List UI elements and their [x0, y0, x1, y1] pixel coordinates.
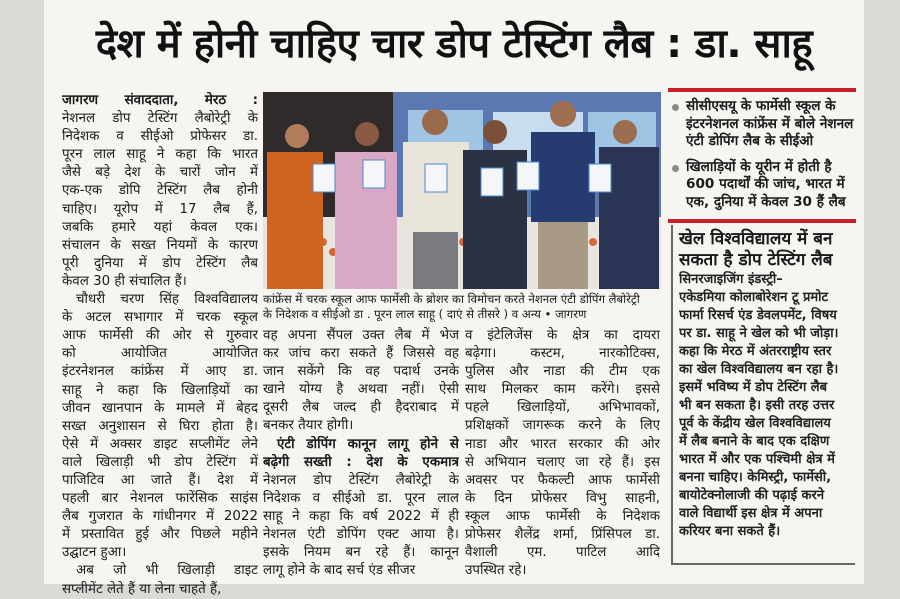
text-line: सप्लीमेंट लेते हैं या लेना चाहते हैं, [62, 581, 222, 597]
text-line: उद्घाटन हुआ। [62, 545, 127, 561]
text-line: पर डा. साहू ने खेल को भी जोड़ा। [679, 326, 839, 341]
text-line: के दिन प्रोफेसर विभु साहनी, [465, 490, 660, 506]
photo-caption [263, 292, 661, 322]
text-line: जैसे बड़े देश के चारों जोन में [62, 165, 258, 181]
text-line: नेशनल एंटी डोपिंग एक्ट आया है। [263, 527, 459, 543]
highlights-panel [668, 88, 856, 223]
highlight-item [668, 153, 856, 214]
text-line: निदेशक व सीईओ डा. पूरन लाल [263, 490, 459, 506]
sidebox-title: खेल विश्वविद्यालय में बन सकता है डोप टेस्टिंग लैब [679, 229, 833, 270]
text-line: बढ़ेगा। कस्टम, नारकोटिक्स, [465, 346, 660, 362]
text-line: बनना चाहिए। केमिस्ट्री, फार्मेसी, [679, 470, 832, 485]
text-line: स्कूल आफ फार्मेसी के निदेशक [465, 508, 660, 524]
text-line: नाडा और भारत सरकार की ओर [465, 436, 660, 452]
text-line: नेशनल डोप टेस्टिंग लैबोरेट्री के [263, 472, 459, 488]
event-photo [263, 92, 661, 289]
text-line: नेशनल डोप टेस्टिंग लैबोरेट्री के [62, 111, 258, 127]
sidebox [671, 225, 855, 565]
text-line: सख्त अनुशासन से घिरा होता है। [62, 418, 258, 434]
text-line: जागरण संवाददाता, मेरठ : [62, 93, 258, 108]
text-line: इसमें भविष्य में डोप टेस्टिंग लैब [679, 380, 828, 395]
article-column-2 [263, 327, 459, 580]
text-line: प्रोफेसर शैलेंद्र शर्मा, प्रिंसिपल डा. [465, 527, 660, 543]
text-line: में लैब बनाने के बाद एक दक्षिण [679, 434, 830, 449]
text-line: कांफ्रेंस में चरक स्कूल आफ फार्मेसी के ब्रोशर का विमोचन करते नेशनल एंटी डोपिंग लैबोरेट्री [263, 292, 640, 306]
text-line: व इंटेलिजेंस के क्षेत्र का दायरा [465, 328, 660, 343]
text-line: करियर बना सकते हैं। [679, 524, 781, 539]
text-line: अवसर पर फैकल्टी आफ फार्मेसी [465, 472, 660, 488]
text-line: वाले विद्यार्थी इस क्षेत्र में अपना [679, 506, 823, 521]
red-rule [668, 219, 856, 223]
text-line: पूरन लाल साहू ने कहा कि भारत [62, 147, 258, 163]
text-line: जीवन खानपान के मामले में बेहद [62, 400, 258, 416]
text-line: वह अपना सैंपल उक्त लैब में भेज [263, 328, 459, 343]
text-line: पूरी दुनिया में डोप टेस्टिंग लैब [62, 255, 258, 271]
text-line: पहले खिलाड़ियों, अभिभावकों, [465, 400, 660, 416]
text-line: पुलिस और नाडा की टीम एक [465, 364, 660, 380]
text-line: में प्रस्तावित हुई और पिछले महीने [62, 527, 258, 543]
text-line: भारत में और एक पश्चिमी क्षेत्र में [679, 452, 835, 467]
text-line: लागू होने के बाद सर्च एंड सीजर [263, 563, 416, 579]
text-line: चौधरी चरण सिंह विश्वविद्यालय [76, 292, 258, 308]
text-line: वाले खिलाड़ी भी डोप टेस्टिंग में [62, 454, 258, 470]
bullet-icon [672, 165, 679, 172]
text-line: से अभियान चलाए जा रहे हैं। इस [465, 454, 660, 470]
text-line: केवल 30 ही संचालित हैं। [62, 273, 187, 289]
text-line: बढ़ेगी सख्ती : देश के एकमात्र [263, 454, 459, 470]
text-line: दूसरी लैब जल्द ही हैदराबाद में [263, 400, 459, 416]
text-line: पाजिटिव आ जाते हैं। देश में [62, 472, 258, 488]
article-column-3 [465, 327, 660, 580]
text-line: बायोटेक्नोलाजी की पढ़ाई करने [679, 488, 825, 503]
text-line: पूर्व के केंद्रीय खेल विश्वविद्यालय [679, 416, 831, 431]
text-line: ऐसे में अक्सर डाइट सप्लीमेंट लेने [62, 436, 258, 452]
text-line: इसके नियम बन रहे हैं। कानून [263, 545, 459, 561]
bullet-icon [672, 104, 679, 111]
highlight-item [668, 92, 856, 153]
text-line: एकेडमिया कोलाबोरेशन टू प्रमोट [679, 290, 829, 305]
text-line: का खेल विश्वविद्यालय बन रहा है। [679, 362, 839, 377]
brochure-release-photo [263, 92, 661, 289]
text-line: एंटी डोपिंग कानून लागू होने से [277, 436, 459, 452]
text-line: संचालन के सख्त नियमों के कारण [62, 237, 258, 253]
text-line: के अटल सभागार में चरक स्कूल [62, 310, 258, 326]
text-line: जान सकेंगे कि वह पदार्थ उनके [263, 364, 459, 380]
text-line: आफ फार्मेसी की ओर से गुरुवार [62, 328, 258, 344]
text-line: वैशाली एम. पाटिल आदि [465, 545, 660, 561]
text-line: बनकर तैयार होगी। [263, 418, 354, 434]
text-line: फार्मा रिसर्च एंड डेवलपमेंट, विषय [679, 308, 837, 323]
highlight-text: सीसीएसयू के फार्मेसी स्कूल के इंटरनेशनल कांफ्रेंस में बोले नेशनल एंटी डोपिंग लैब के सीईओ [686, 98, 854, 149]
text-line: साहू ने कहा कि खिलाड़ियों का [62, 382, 258, 398]
text-line: को आयोजित आयोजित [62, 346, 258, 362]
text-line: प्रशिक्षकों जागरूक करने के लिए [465, 418, 660, 434]
article-column-1 [62, 92, 258, 599]
text-line: पहली बार नेशनल फारेंसिक साइंस [62, 491, 258, 507]
headline: देश में होनी चाहिए चार डोप टेस्टिंग लैब : डा. साहू [95, 21, 813, 67]
text-line: इंटरनेशनल कांफ्रेंस में आए डा. [62, 364, 258, 380]
highlight-text: खिलाड़ियों के यूरीन में होती है 600 पदार्थों की जांच, भारत में एक, दुनिया में केवल 30 हैं लैब [686, 158, 846, 210]
text-line: चाहिए। यूरोप में 17 लैब हैं, [62, 201, 258, 217]
text-line: साथ मिलकर काम करेंगे। इससे [465, 382, 660, 398]
text-line: के निदेशक व सीईओ डा . पूरन लाल साहू ( दाएं से तीसरे ) व अन्य • जागरण [263, 307, 587, 321]
text-line: भी बन सकता है। इसी तरह उत्तर [679, 398, 835, 413]
text-line: कहा कि मेरठ में अंतरराष्ट्रीय स्तर [679, 344, 832, 359]
text-line: सिनरजाइजिंग इंडस्ट्री– [679, 272, 783, 287]
sidebox-body [679, 271, 855, 541]
text-line: निदेशक व सीईओ प्रोफेसर डा. [62, 129, 258, 145]
text-line: उपस्थित रहे। [465, 563, 527, 579]
text-line: एक-एक डोपि टेस्टिंग लैब होनी [62, 183, 258, 199]
text-line: जबकि हमारे यहां केवल एक। [62, 219, 258, 235]
text-line: खाने योग्य है अथवा नहीं। ऐसी [263, 382, 459, 398]
text-line: लैब गुजरात के गांधीनगर में 2022 [62, 509, 258, 525]
text-line: कर जांच करा सकते हैं जिससे वह [263, 346, 459, 362]
text-line: साहू ने कहा कि वर्ष 2022 में ही [263, 508, 459, 524]
text-line: अब जो भी खिलाड़ी डाइट [76, 563, 258, 579]
